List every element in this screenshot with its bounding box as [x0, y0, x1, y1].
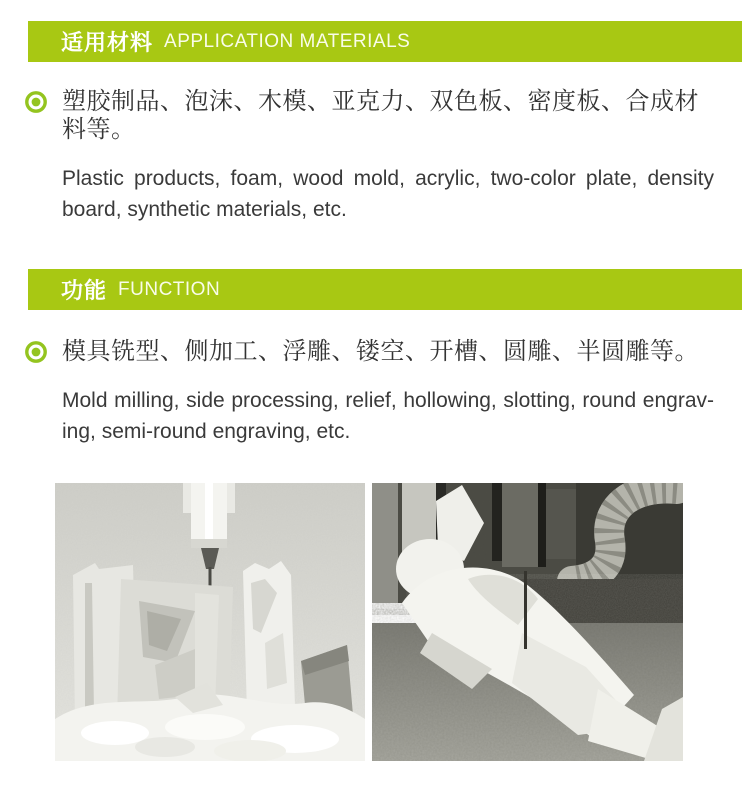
- photo-foam-relief-carving: [55, 483, 365, 761]
- section-header-bar: [28, 269, 742, 310]
- target-bullet-icon: [25, 91, 47, 113]
- drill-rod: [524, 571, 527, 649]
- section-application-materials: [0, 21, 742, 225]
- materials-en-line2: board, synthetic materials, etc.: [62, 198, 347, 221]
- product-photos: [0, 483, 742, 761]
- section-title-en: FUNCTION: [118, 278, 221, 300]
- section-title-en: APPLICATION MATERIALS: [164, 30, 411, 52]
- materials-text: [62, 88, 717, 225]
- function-paragraph: [0, 338, 742, 447]
- function-text: [62, 338, 717, 447]
- materials-zh-text: 塑胶制品、泡沫、木模、亚克力、双色板、密度板、合成材料等。: [62, 88, 699, 143]
- photo-foam-figure-machining: [372, 483, 683, 761]
- materials-paragraph: [0, 88, 742, 225]
- section-title-zh: 功能: [61, 278, 108, 303]
- section-header-bar: [28, 21, 742, 62]
- product-description-page: [0, 21, 742, 787]
- section-title-zh: 适用材料: [61, 30, 154, 55]
- function-en-text: [62, 385, 714, 447]
- target-bullet-icon: [25, 341, 47, 363]
- function-zh-text: 模具铣型、侧加工、浮雕、镂空、开槽、圆雕、半圆雕等。: [62, 338, 699, 365]
- function-en-line2: ing, semi-round engraving, etc.: [62, 420, 351, 443]
- function-en-line1: Mold milling, side processing, relief, hollowing, slotting, round engrav-: [62, 389, 714, 412]
- materials-en-text: [62, 163, 714, 225]
- materials-en-line1: Plastic products, foam, wood mold, acrylic, two-color plate, density: [62, 167, 714, 190]
- section-function: [0, 269, 742, 447]
